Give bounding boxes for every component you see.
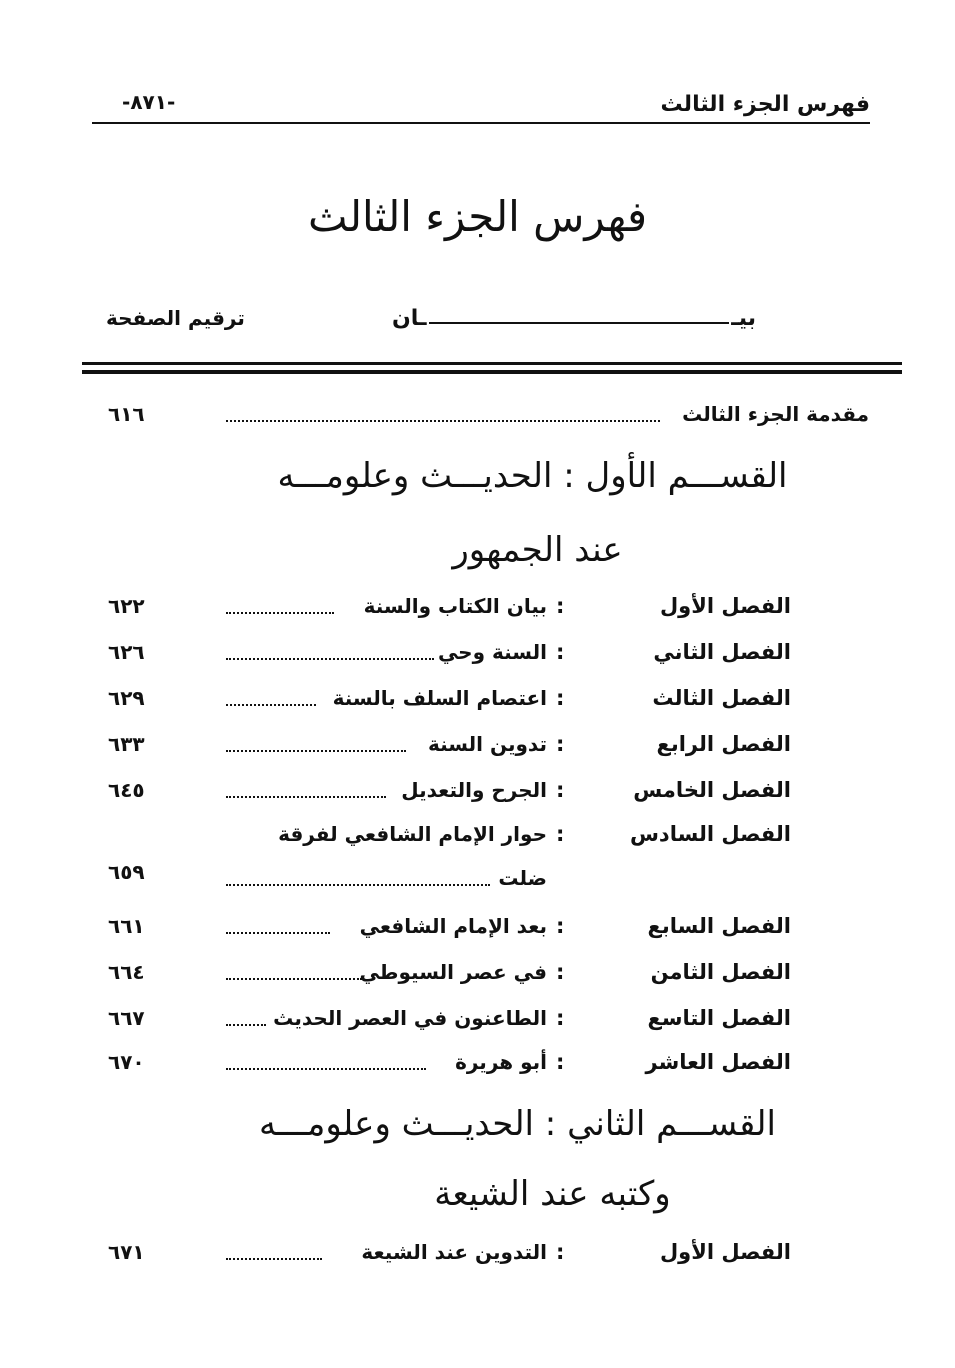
toc-chapter-label: الفصل الخامس: [633, 778, 791, 802]
toc-row-intro: [0, 402, 955, 436]
toc-colon: :: [556, 914, 565, 938]
toc-row: [0, 594, 955, 628]
toc-chapter-label: الفصل العاشر: [645, 1050, 791, 1074]
toc-row: [0, 1006, 955, 1040]
toc-chapter-title: الجرح والتعديل: [401, 778, 547, 802]
toc-chapter-title: في عصر السيوطي: [359, 960, 547, 984]
dot-leader: [226, 1022, 266, 1026]
dot-leader: [226, 794, 386, 798]
toc-page-number: ٦٣٣: [108, 732, 145, 756]
toc-chapter-title-continuation: ضلت: [498, 866, 547, 890]
toc-colon: :: [556, 1006, 565, 1030]
dot-leader: [226, 418, 660, 422]
section-subheading: عند الجمهور: [452, 530, 623, 570]
toc-page-number: ٦٥٩: [108, 860, 145, 884]
toc-colon: :: [556, 1050, 565, 1074]
toc-chapter-label: الفصل السادس: [629, 822, 791, 846]
toc-chapter-title: أبو هريرة: [455, 1050, 547, 1074]
toc-colon: :: [556, 686, 565, 710]
toc-row: [0, 640, 955, 674]
toc-page-number: ٦٧١: [108, 1240, 145, 1264]
toc-row-continuation: [0, 860, 955, 900]
toc-row: [0, 686, 955, 720]
dot-leader: [226, 656, 434, 660]
double-rule-divider: [82, 362, 902, 374]
column-header-subject-end: ـان: [392, 306, 427, 331]
toc-colon: :: [556, 778, 565, 802]
toc-row: [0, 1240, 955, 1274]
toc-row: [0, 822, 955, 856]
toc-chapter-label: الفصل الأول: [659, 594, 791, 618]
toc-page-number: ٦٦٧: [108, 1006, 145, 1030]
dot-leader: [226, 748, 406, 752]
toc-intro-title: مقدمة الجزء الثالث: [682, 402, 869, 426]
toc-page-number: ٦٧٠: [108, 1050, 145, 1074]
toc-chapter-title: السنة وحي: [437, 640, 547, 664]
running-header-title: فهرس الجزء الثالث: [660, 92, 870, 117]
toc-colon: :: [556, 960, 565, 984]
dot-leader: [226, 930, 330, 934]
toc-chapter-label: الفصل الثالث: [652, 686, 791, 710]
toc-chapter-title: التدوين عند الشيعة: [361, 1240, 547, 1264]
column-header-page-numbering: ترقيم الصفحة: [106, 306, 245, 330]
section-subheading: وكتبه عند الشيعة: [434, 1174, 671, 1214]
toc-row: [0, 1050, 955, 1084]
toc-chapter-title: تدوين السنة: [428, 732, 547, 756]
toc-chapter-title: الطاعنون في العصر الحديث: [273, 1006, 547, 1030]
toc-page-number: ٦٤٥: [108, 778, 145, 802]
toc-colon: :: [556, 640, 565, 664]
dot-leader: [226, 882, 490, 886]
index-title: فهرس الجزء الثالث: [307, 192, 648, 241]
toc-chapter-label: الفصل الثاني: [653, 640, 791, 664]
toc-chapter-label: الفصل الأول: [659, 1240, 791, 1264]
toc-colon: :: [556, 1240, 565, 1264]
toc-page-number: ٦٢٦: [108, 640, 145, 664]
kashida-line: [429, 322, 730, 324]
running-header: [92, 88, 870, 124]
toc-row: [0, 960, 955, 994]
toc-row: [0, 732, 955, 766]
dot-leader: [226, 1256, 322, 1260]
toc-page-number: ٦٢٩: [108, 686, 145, 710]
toc-chapter-title: بيان الكتاب والسنة: [363, 594, 547, 618]
column-header-subject: [392, 306, 756, 331]
toc-chapter-title: حوار الإمام الشافعي لفرقة: [278, 822, 547, 846]
toc-page-number: ٦٦١: [108, 914, 145, 938]
toc-chapter-title: اعتصام السلف بالسنة: [332, 686, 547, 710]
toc-page-number: ٦٢٢: [108, 594, 145, 618]
toc-row: [0, 914, 955, 948]
toc-row: [0, 778, 955, 812]
toc-chapter-label: الفصل الرابع: [656, 732, 791, 756]
dot-leader: [226, 1066, 426, 1070]
toc-chapter-label: الفصل الثامن: [650, 960, 791, 984]
dot-leader: [226, 610, 334, 614]
section-heading: القســـم الثاني : الحديـــث وعلومـــه: [259, 1104, 776, 1144]
toc-colon: :: [556, 822, 565, 846]
dot-leader: [226, 976, 362, 980]
toc-colon: :: [556, 732, 565, 756]
toc-page-number: ٦١٦: [108, 402, 145, 426]
dot-leader: [226, 702, 316, 706]
toc-chapter-title: بعد الإمام الشافعي: [359, 914, 547, 938]
toc-page-number: ٦٦٤: [108, 960, 145, 984]
toc-chapter-label: الفصل السابع: [647, 914, 791, 938]
toc-colon: :: [556, 594, 565, 618]
column-header-subject-start: بيـ: [731, 306, 756, 331]
running-header-page-number: -٨٧١-: [122, 90, 176, 114]
toc-chapter-label: الفصل التاسع: [647, 1006, 791, 1030]
section-heading: القســـم الأول : الحديـــث وعلومـــه: [277, 456, 788, 496]
